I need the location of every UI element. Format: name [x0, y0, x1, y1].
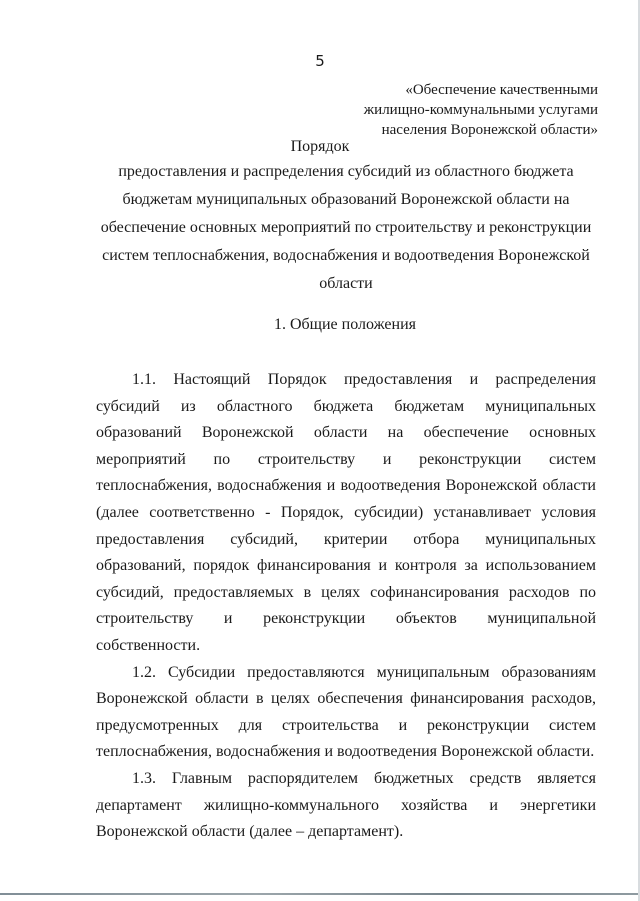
section-heading: 1. Общие положения [273, 316, 417, 333]
program-reference-line: «Обеспечение качественными [405, 82, 598, 98]
paragraph: 1.1. Настоящий Порядок предоставления и распределения субсидий из областного бюджета бюджетам муниципальных образований Воронежской области на обеспечение основных мероприятий по строительству и реконструкции систем теплоснабжения, водоснабжения и водоотведения Воронежской области (далее соответственно - Порядок, субсидии) устанавливает условия предоставления субсидий, критерии отбора муниципальных образований, порядок финансирования и контроля за использованием субсидий, предоставляемых в целях софинансирования расходов по строительству и реконструкции объектов муниципальной собственности. [96, 371, 596, 654]
document-title: Порядок [290, 138, 350, 155]
page-number: 5 [315, 52, 325, 70]
program-reference [298, 80, 598, 140]
paragraph: 1.3. Главным распорядителем бюджетных средств является департамент жилищно-коммунального хозяйства и энергетики Воронежской области (далее – департамент). [96, 769, 596, 841]
program-reference-line: жилищно-коммунальными услугами [363, 102, 598, 118]
program-reference-line: населения Воронежской области» [381, 122, 598, 138]
document-subtitle: предоставления и распределения субсидий из областного бюджета бюджетам муниципальных образований Воронежской области на обеспечение основных мероприятий по строительству и реконструкции систем теплоснабжения, водоснабжения и водоотведения Воронежской области [100, 163, 592, 292]
scan-edge-line [0, 893, 640, 895]
paragraph: 1.2. Субсидии предоставляются муниципальным образованиям Воронежской области в целях обеспечения финансирования расходов, предусмотренных для строительства и реконструкции систем теплоснабжения, водоснабжения и водоотведения Воронежской области. [96, 663, 596, 761]
section-body [96, 367, 596, 846]
